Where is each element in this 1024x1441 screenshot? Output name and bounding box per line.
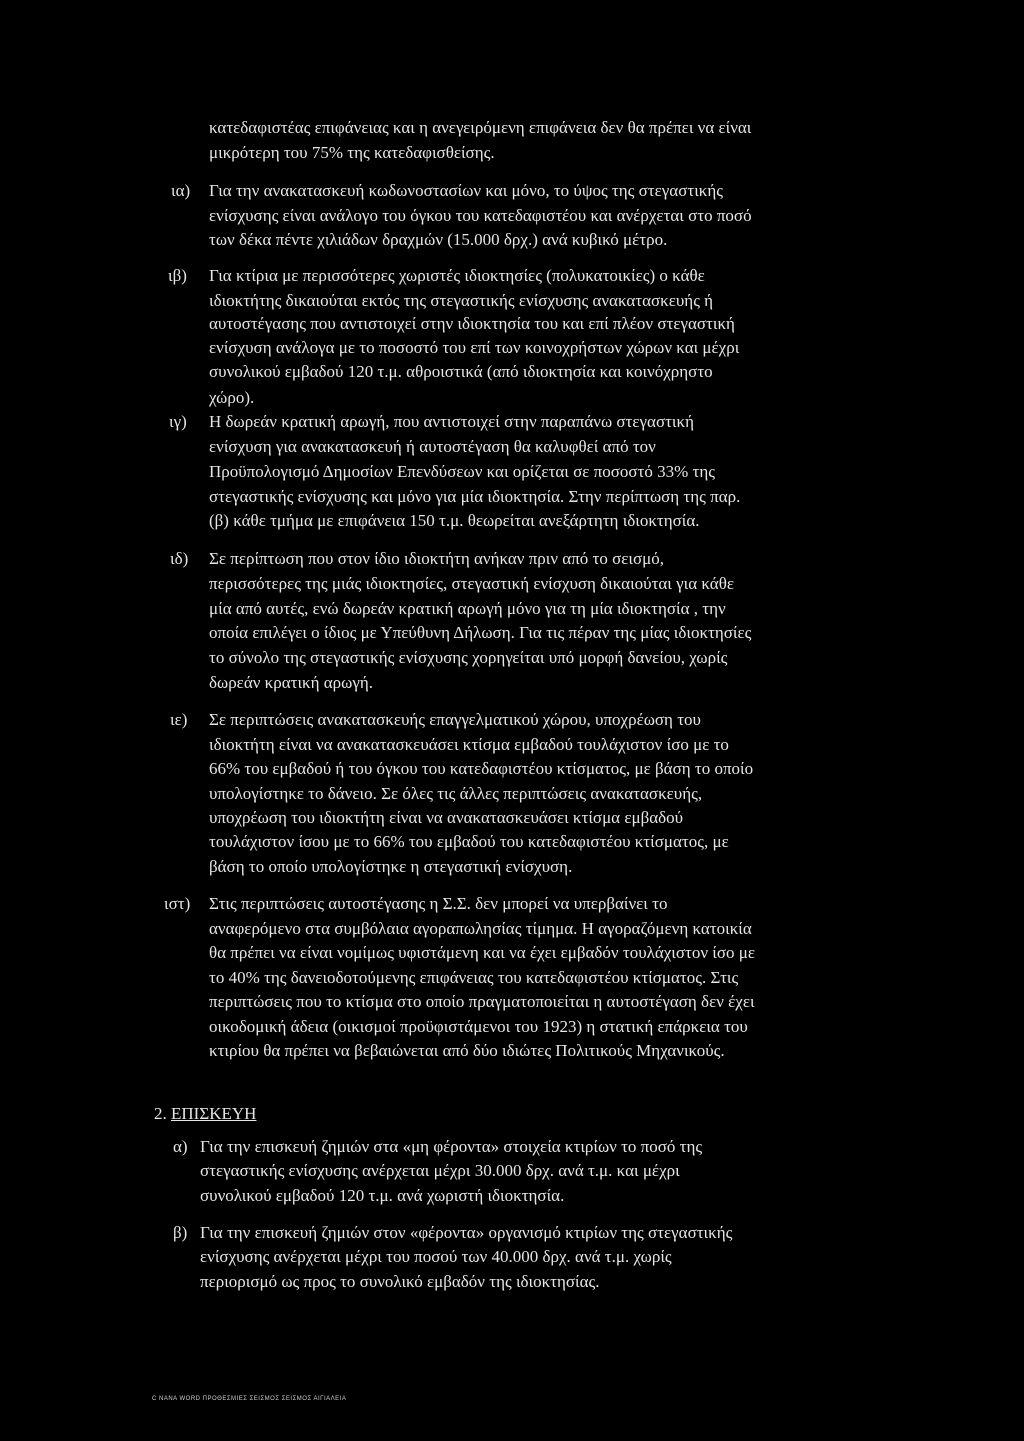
- item-label-id: ιδ): [170, 549, 189, 568]
- item-ie-line: ιδιοκτήτη είναι να ανακατασκευάσει κτίσμα εμβαδού τουλάχιστον ίσο με το: [209, 735, 729, 754]
- item-ib-line: συνολικού εμβαδού 120 τ.μ. αθροιστικά (από ιδιοκτησία και κοινόχρηστο: [209, 362, 713, 381]
- item-ie-line: Σε περιπτώσεις ανακατασκευής επαγγελματικού χώρου, υποχρέωση του: [209, 710, 701, 729]
- paragraph-line: [209, 117, 874, 139]
- item-ia-line: ενίσχυσης είναι ανάλογο του όγκου του κατεδαφιστέου και ανέρχεται στο ποσό: [209, 206, 752, 225]
- item-a-line: συνολικού εμβαδού 120 τ.μ. ανά χωριστή ιδιοκτησία.: [200, 1186, 565, 1205]
- item-ist-line: αναφερόμενο στα συμβόλαια αγοραπωλησίας τίμημα. Η αγοραζόμενη κατοικία: [209, 919, 752, 938]
- item-ie-line: υπολογίστηκε το δάνειο. Σε όλες τις άλλες περιπτώσεις ανακατασκευής,: [209, 784, 703, 803]
- item-label-ib: ιβ): [168, 266, 187, 285]
- item-ia-line: των δέκα πέντε χιλιάδων δραχμών (15.000 δρχ.) ανά κυβικό μέτρο.: [209, 230, 668, 249]
- item-ist-line: Στις περιπτώσεις αυτοστέγασης η Σ.Σ. δεν μπορεί να υπερβαίνει το: [209, 894, 668, 913]
- item-label-ie: ιε): [170, 710, 188, 729]
- item-id-line: δωρεάν κρατική αρωγή.: [209, 673, 373, 692]
- item-label-ist: ιστ): [164, 894, 191, 913]
- item-ist-line: κτιρίου θα πρέπει να βεβαιώνεται από δύο ιδιώτες Πολιτικούς Μηχανικούς.: [209, 1041, 725, 1060]
- item-ie-line: υποχρέωση του ιδιοκτήτη είναι να ανακατασκευάσει κτίσμα εμβαδού: [209, 808, 684, 827]
- item-b-line: περιορισμό ως προς το συνολικό εμβαδόν της ιδιοκτησίας.: [200, 1272, 600, 1291]
- item-label-ig: ιγ): [169, 412, 187, 431]
- paragraph-line: [209, 142, 495, 164]
- section-heading: [154, 1103, 256, 1125]
- item-ia-line: Για την ανακατασκευή κωδωνοστασίων και μόνο, το ύψος της στεγαστικής: [209, 181, 723, 200]
- item-id-line: περισσότερες της μιάς ιδιοκτησίες, στεγαστική ενίσχυση δικαιούται για κάθε: [209, 574, 734, 593]
- item-ib-line: χώρο).: [209, 388, 255, 407]
- item-id-line: οποία επιλέγει ο ίδιος με Υπεύθυνη Δήλωση. Για τις πέραν της μίας ιδιοκτησίες: [209, 623, 752, 642]
- item-ist-line: οικοδομική άδεια (οικισμοί προϋφιστάμενοι του 1923) η στατική επάρκεια του: [209, 1017, 748, 1036]
- item-label-ia: ια): [171, 181, 191, 200]
- item-ie-line: βάση το οποίο υπολογίστηκε η στεγαστική ενίσχυση.: [209, 857, 573, 876]
- item-ig-line: Προϋπολογισμό Δημοσίων Επενδύσεων και ορίζεται σε ποσοστό 33% της: [209, 462, 715, 481]
- item-ie-line: τουλάχιστον ίσου με το 66% του εμβαδού του κατεδαφιστέου κτίσματος, με: [209, 832, 729, 851]
- item-ist-line: το 40% της δανειοδοτούμενης επιφάνειας του κατεδαφιστέου κτίσματος. Στις: [209, 968, 739, 987]
- item-ie-line: 66% του εμβαδού ή του όγκου του κατεδαφιστέου κτίσματος, με βάση το οποίο: [209, 759, 754, 778]
- item-ig-line: στεγαστικής ενίσχυσης και μόνο για μία ιδιοκτησία. Στην περίπτωση της παρ.: [209, 487, 741, 506]
- item-a-line: στεγαστικής ενίσχυσης ανέρχεται μέχρι 30.000 δρχ. ανά τ.μ. και μέχρι: [200, 1161, 680, 1180]
- item-ig-line: ενίσχυση για ανακατασκευή ή αυτοστέγαση θα καλυφθεί από τον: [209, 437, 656, 456]
- item-ist-line: θα πρέπει να είναι νομίμως υφιστάμενη και να έχει εμβαδόν τουλάχιστον ίσο με: [209, 943, 756, 962]
- item-label-b: β): [173, 1223, 188, 1242]
- item-a-line: Για την επισκευή ζημιών στα «μη φέροντα» στοιχεία κτιρίων το ποσό της: [200, 1137, 703, 1156]
- item-b-line: Για την επισκευή ζημιών στον «φέροντα» οργανισμό κτιρίων της στεγαστικής: [200, 1223, 733, 1242]
- item-ib-line: αυτοστέγασης που αντιστοιχεί στην ιδιοκτησία του και επί πλέον στεγαστική: [209, 314, 735, 333]
- item-label-a: α): [173, 1137, 188, 1156]
- footer-path: C NANA WORD ΠΡΟΘΕΣΜΙΕΣ ΣΕΙΣΜΟΣ ΣΕΙΣΜΟΣ ΑΙΓΙΑΛΕΙΑ: [152, 1396, 347, 1402]
- item-b-line: ενίσχυσης ανέρχεται μέχρι του ποσού των 40.000 δρχ. ανά τ.μ. χωρίς: [200, 1247, 672, 1266]
- item-ig-line: Η δωρεάν κρατική αρωγή, που αντιστοιχεί στην παραπάνω στεγαστική: [209, 412, 694, 431]
- item-id-line: Σε περίπτωση που στον ίδιο ιδιοκτήτη ανήκαν πριν από το σεισμό,: [209, 549, 665, 568]
- item-id-line: το σύνολο της στεγαστικής ενίσχυσης χορηγείται υπό μορφή δανείου, χωρίς: [209, 648, 728, 667]
- item-id-line: μία από αυτές, ενώ δωρεάν κρατική αρωγή μόνο για τη μία ιδιοκτησία , την: [209, 599, 726, 618]
- intro-line-1: κατεδαφιστέας επιφάνειας και η ανεγειρόμενη επιφάνεια δεν θα πρέπει να είναι: [209, 118, 752, 137]
- section-number: 2.: [154, 1104, 167, 1123]
- item-ib-line: ιδιοκτήτης δικαιούται εκτός της στεγαστικής ενίσχυσης ανακατασκευής ή: [209, 291, 714, 310]
- item-ig-line: (β) κάθε τμήμα με επιφάνεια 150 τ.μ. θεωρείται ανεξάρτητη ιδιοκτησία.: [209, 511, 700, 530]
- section-title: ΕΠΙΣΚΕΥΗ: [171, 1104, 257, 1123]
- item-ib-line: Για κτίρια με περισσότερες χωριστές ιδιοκτησίες (πολυκατοικίες) ο κάθε: [209, 266, 705, 285]
- intro-line-2: μικρότερη του 75% της κατεδαφισθείσης.: [209, 143, 495, 162]
- item-ib-line: ενίσχυση ανάλογα με το ποσοστό του επί των κοινοχρήστων χώρων και μέχρι: [209, 338, 740, 357]
- item-ist-line: περιπτώσεις που το κτίσμα στο οποίο πραγματοποιείται η αυτοστέγαση δεν έχει: [209, 992, 755, 1011]
